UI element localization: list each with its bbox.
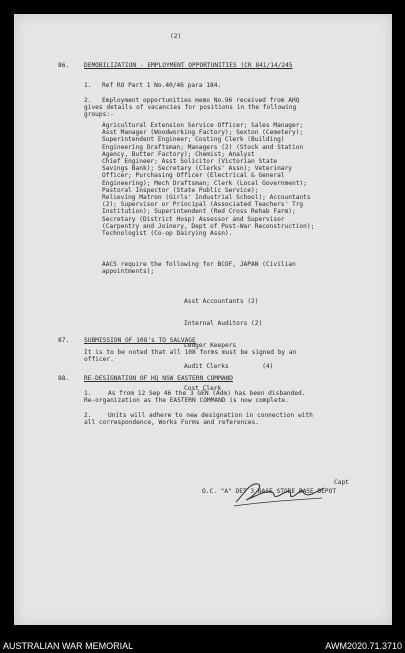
signature-rank: Capt (334, 479, 349, 486)
signature-unit: O.C. "A" DET 3 BASE STORE BASE DEPOT (202, 488, 337, 495)
positions-line: Engineering); Mech Draftsman; Clerk (Local Government); (102, 179, 307, 187)
appointment-item: Ledger Keepers (184, 341, 237, 349)
appointment-item: Internal Auditors (2) (184, 320, 263, 328)
document-page (14, 14, 392, 625)
section-88-para1-line: Re-organization as the EASTERN COMMAND is now complete. (84, 397, 289, 405)
section-88-title: RE-DESIGNATION OF HQ NSW EASTERN COMMAND (84, 375, 234, 382)
appointment-item: Asst Accountants (2) (184, 298, 259, 306)
page-number: (2) (170, 33, 182, 40)
section-88-para2-number: 2. (84, 412, 92, 419)
section-86-number: 86. (58, 62, 70, 69)
positions-line: Chief Engineer; Asst Solicitor (Victorian State (102, 158, 278, 166)
section-88-number: 88. (58, 375, 70, 382)
positions-line: Officer; Purchasing Officer (Electrical & General (102, 172, 285, 180)
positions-line: Asst Manager (Woodworking Factory); Sexton (Cemetery); (102, 129, 304, 137)
positions-line: Pastoral Inspector (State Public Service); (102, 186, 259, 194)
appointment-item: Audit Clerks (4) (184, 363, 274, 371)
section-88-para1-line: As from 12 Sep 46 the 3 GEN (Adm) has been disbanded. (108, 390, 306, 397)
appointments-list (184, 284, 273, 406)
footer-left-label: AUSTRALIAN WAR MEMORIAL (3, 641, 134, 651)
section-87-title: SUBMISSION OF 108's TO SALVAGE (84, 337, 196, 344)
positions-line: Agricultural Extension Service Officer; Sales Manager; (102, 122, 304, 129)
positions-list (102, 122, 314, 237)
footer-right-label: AWM2020.71.3710 (325, 641, 402, 651)
aacs-paragraph (102, 261, 296, 275)
section-87-number: 87. (58, 337, 70, 344)
section-87-body (84, 349, 296, 363)
section-87-line: It is to be noted that all 108 forms must be signed by an (84, 349, 297, 356)
positions-line: Superintendent Engineer; Costing Clerk (Building) (102, 136, 285, 144)
positions-line: Engineering Draftsman; Managers (2) (Stock and Station (102, 143, 304, 151)
positions-line: (Carpentry and Joinery, Dept of Post-War Reconstruction); (102, 222, 315, 230)
archive-footer (0, 639, 405, 653)
section-86-para2-line: Employment opportunities memo No.96 received from AHQ (102, 97, 300, 104)
positions-line: Technologist (Co-op Dairying Assn). (102, 230, 233, 238)
section-88-para1-number: 1. (84, 390, 92, 397)
section-88-para1 (84, 390, 305, 404)
positions-line: Agency, Butter Factory); Chemist; Analyst (102, 150, 255, 158)
section-86-para2-line: gives details of vacancies for positions in the following (84, 104, 297, 112)
section-86-para2-line: groups:- (84, 111, 114, 119)
section-88-para2-line: Units will adhere to new designation in connection with (108, 412, 313, 419)
positions-line: Secretary (District Hosp) Assessor and Supervisor (102, 215, 285, 223)
appointment-item: Cost Clerk (184, 384, 222, 392)
section-86-title: DEMOBILIZATION - EMPLOYMENT OPPORTUNITIES (CR 841/14/245 (84, 62, 293, 69)
section-87-line: officer. (84, 356, 114, 364)
positions-line: Institution); Superintendent (Red Cross Rehab Farm); (102, 208, 296, 216)
aacs-line: appointments); (102, 268, 155, 276)
section-88-para2 (84, 412, 313, 426)
section-88-para2-line: all correspondence, Works Forms and references. (84, 419, 260, 427)
section-86-ref-number: 1. (84, 82, 92, 89)
section-86-para2 (84, 97, 299, 119)
positions-line: Savings Bank); Secretary (Clerks' Assn); Veterinary (102, 165, 292, 173)
positions-line: Relieving Matron (Girls' Industrial School); Accountants (102, 194, 311, 202)
aacs-line: AACS require the following for BCOF, JAPAN (Civilian (102, 261, 296, 268)
section-86-para2-number: 2. (84, 97, 92, 104)
positions-line: (2); Supervisor or Principal (Associated Teachers' Trg (102, 201, 304, 209)
section-86-ref-text: Ref RO Part 1 No.40/46 para 184. (102, 82, 222, 89)
